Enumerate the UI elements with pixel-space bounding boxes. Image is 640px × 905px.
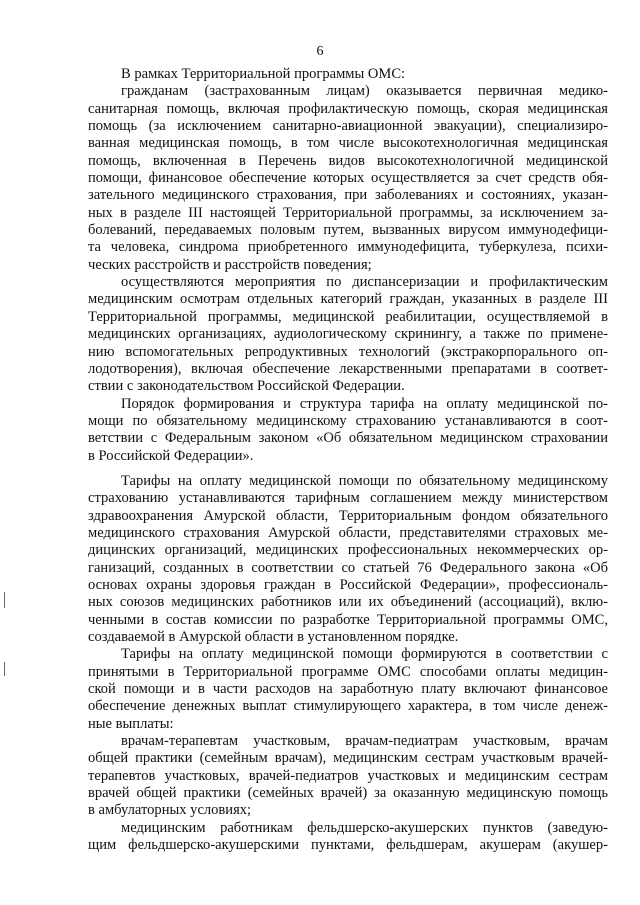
text-line: лодотворения), включая обеспечение лекарственными препаратами в соответ- — [88, 360, 608, 377]
text-line: В рамках Территориальной программы ОМС: — [121, 66, 406, 82]
text-line: в амбулаторных условиях; — [88, 802, 252, 819]
text-line: помощь, включенная в Перечень видов высокотехнологичной медицинской — [88, 152, 608, 169]
text-line: общей практики (семейным врачам), медицинским сестрам участковым врачей- — [88, 750, 608, 767]
text-line: ванная медицинская помощь, в том числе высокотехнологичная медицинская — [88, 135, 608, 152]
paragraph-gap — [88, 465, 608, 473]
text-line: создаваемой в Амурской области в установленном порядке. — [88, 629, 459, 645]
text-line: ганизаций, созданных в соответствии со статьей 76 Федерального закона «Об — [88, 559, 608, 576]
paragraph — [88, 473, 608, 646]
text-line: гражданам (застрахованным лицам) оказывается первичная медико- — [121, 83, 608, 100]
paragraph — [88, 733, 608, 820]
text-line: Тарифы на оплату медицинской помощи формируются в соответствии с — [121, 646, 608, 663]
text-line: мощи по обязательному медицинскому страхованию устанавливаются в соот- — [88, 412, 608, 429]
page-number: 6 — [316, 44, 324, 59]
text-line: страхованию устанавливаются тарифным соглашением между министерством — [88, 490, 608, 507]
text-line: медицинских организациях, аудиологическому скринингу, а также по примене- — [88, 326, 608, 343]
text-line: санитарная помощь, включая профилактическую помощь, скорая медицинская — [88, 100, 608, 117]
text-line: болеваний, передаваемых половым путем, вызванных вирусом иммунодефици- — [88, 222, 608, 239]
text-line: медицинского страхования Амурской области, представителями страховых ме- — [88, 524, 608, 541]
text-line: основах охраны здоровья граждан в Российской Федерации», профессиональ- — [88, 576, 608, 593]
text-line: Тарифы на оплату медицинской помощи по обязательному медицинскому — [121, 472, 608, 489]
text-line: обеспечение денежных выплат стимулирующего характера, в том числе денеж- — [88, 698, 608, 715]
text-line: осуществляются мероприятия по диспансеризации и профилактическим — [121, 274, 608, 291]
paragraph — [88, 820, 608, 855]
paragraph — [88, 66, 608, 83]
paragraph — [88, 646, 608, 733]
document-body — [88, 66, 608, 854]
paragraph — [88, 396, 608, 465]
text-line: в Российской Федерации». — [88, 447, 254, 464]
margin-mark — [4, 662, 5, 676]
text-line: помощь (за исключением санитарно-авиационной эвакуации), специализиро- — [88, 118, 608, 135]
text-line: принятыми в Территориальной программе ОМС способами оплаты медицин- — [88, 663, 608, 680]
text-line: ской помощи и в части расходов на заработную плату включают финансовое — [88, 681, 608, 698]
paragraph — [88, 274, 608, 395]
text-line: дицинских организаций, медицинских профессиональных некоммерческих ор- — [88, 542, 608, 559]
text-line: медицинским работникам фельдшерско-акушерских пунктов (заведую- — [121, 819, 608, 836]
text-line: ческих расстройств и расстройств поведения; — [88, 256, 372, 273]
text-line: помощи, финансовое обеспечение которых осуществляется за счет средств обя- — [88, 170, 608, 187]
paragraph — [88, 83, 608, 274]
text-line: медицинским осмотрам отдельных категорий граждан, указанных в разделе III — [88, 291, 608, 308]
text-line: та человека, синдрома приобретенного иммунодефицита, туберкулеза, психи- — [88, 239, 608, 256]
text-line: ствии с законодательством Российской Федерации. — [88, 378, 405, 395]
text-line: Порядок формирования и структура тарифа на оплату медицинской по- — [121, 395, 608, 412]
text-line: нию вспомогательных репродуктивных технологий (экстракорпорального оп- — [88, 343, 608, 360]
text-line: терапевтов участковых, врачей-педиатров участковых и медицинским сестрам — [88, 767, 608, 784]
text-line: Территориальной программы, медицинской реабилитации, осуществляемой в — [88, 308, 608, 325]
text-line: ветствии с Федеральным законом «Об обязательном медицинском страховании — [88, 430, 608, 447]
text-line: врачам-терапевтам участковым, врачам-педиатрам участковым, врачам — [121, 733, 608, 750]
text-line: щим фельдшерско-акушерскими пунктами, фельдшерам, акушерам (акушер- — [88, 837, 608, 854]
text-line: зательного медицинского страхования, при заболеваниях и состояниях, указан- — [88, 187, 608, 204]
text-line: ных союзов медицинских работников или их объединений (ассоциаций), вклю- — [88, 594, 608, 611]
text-line: ных в разделе III настоящей Территориальной программы, за исключением за- — [88, 204, 608, 221]
margin-mark — [4, 592, 5, 608]
text-line: здравоохранения Амурской области, Территориальным фондом обязательного — [88, 507, 608, 524]
text-line: врачей общей практики (семейных врачей) за оказанную медицинскую помощь — [88, 785, 608, 802]
text-line: ные выплаты: — [88, 715, 174, 732]
text-line: ченными в состав комиссии по разработке Территориальной программы ОМС, — [88, 611, 608, 628]
